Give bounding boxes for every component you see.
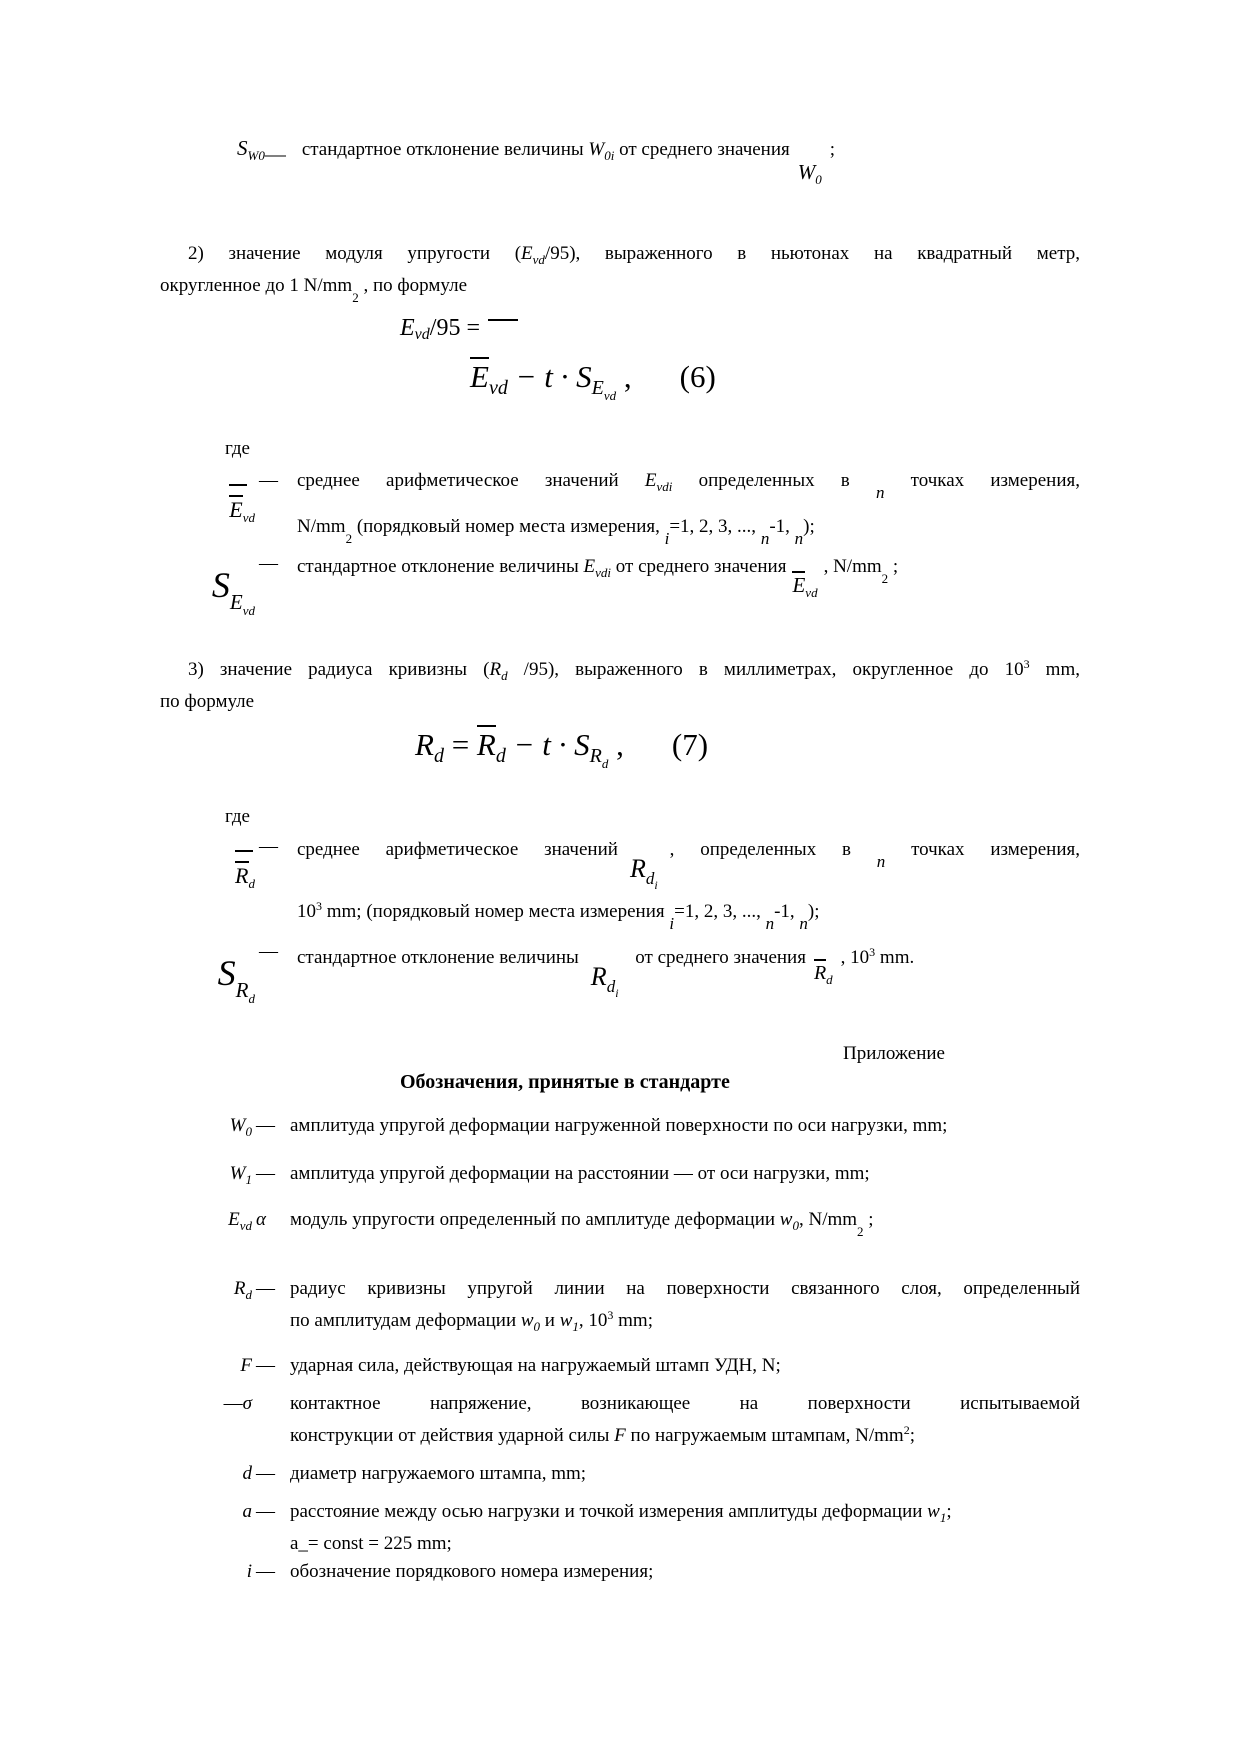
text-segment: точках измерения, — [885, 839, 1080, 860]
definition-sw0 — [160, 135, 1080, 217]
text-segment: по формуле — [160, 691, 255, 712]
where-label: где — [225, 438, 250, 459]
alpha-symbol: α — [256, 1209, 266, 1230]
w0-mean-symbol — [798, 159, 822, 193]
operator-segment: − t · S — [513, 727, 590, 762]
symbol-row-i — [160, 1559, 1080, 1585]
text-segment: по амплитудам деформации — [290, 1310, 521, 1331]
symbol-row-evd — [160, 1207, 1080, 1239]
s-subscript — [591, 377, 617, 403]
text-segment: N/mm — [297, 516, 346, 537]
superscript: 3 — [316, 899, 322, 913]
text-segment: /95), выраженного в миллиметрах, округленное до 10 — [507, 659, 1024, 680]
text-segment: от среднего значения — [611, 556, 787, 577]
line1: радиус кривизны упругой линии на поверхности связанного слоя, определенный — [290, 1278, 1080, 1299]
line2 — [290, 1302, 1080, 1340]
sw0-text — [301, 135, 836, 187]
overbar-piece — [488, 319, 518, 321]
dash: — — [256, 1561, 275, 1582]
line2: a_= const = 225 mm; — [290, 1533, 452, 1554]
s-rd-text — [297, 939, 1080, 1000]
math-symbol: S — [211, 565, 230, 605]
d-symbol: d — [242, 1463, 252, 1484]
overbar — [229, 495, 242, 522]
math-symbol: E — [470, 359, 489, 394]
lowered-variable: n — [765, 914, 775, 933]
math-symbol: W — [588, 139, 605, 160]
dash: — — [256, 1115, 275, 1136]
rdi-dropped — [630, 856, 658, 891]
text-segment: mm, — [1029, 659, 1080, 680]
text-segment: /95 = — [429, 315, 480, 341]
subscript: E — [229, 590, 243, 614]
dash: — — [256, 1278, 275, 1299]
formula-6 — [470, 353, 1080, 420]
line2 — [290, 1417, 1080, 1449]
text-segment: среднее арифметическое значений — [297, 470, 645, 491]
lowered-subscript: 2 — [857, 1224, 864, 1239]
paragraph-3-line2 — [160, 689, 1080, 715]
lowered-variable: n — [760, 529, 770, 548]
s-evd-text — [297, 551, 1080, 600]
text-segment: ); — [807, 901, 820, 922]
punctuation: ; — [888, 556, 899, 577]
math-symbol: w — [927, 1501, 940, 1522]
subscript: vd — [532, 252, 545, 267]
subscript: d — [645, 869, 655, 888]
w1-description: амплитуда упругой деформации на расстоянии — от оси нагрузки, mm; — [290, 1163, 870, 1184]
line1 — [290, 1499, 1080, 1531]
math-symbol: R — [629, 854, 646, 883]
subscript: 0i — [604, 148, 615, 163]
rd-mean-text — [297, 834, 1080, 933]
text-segment: округленное до 1 N/mm — [160, 275, 353, 296]
overbar — [470, 357, 489, 392]
subscript: W0 — [247, 148, 265, 163]
sub-subscript: i — [654, 878, 658, 892]
overbar — [792, 571, 805, 597]
math-symbol: E — [644, 470, 657, 491]
dash: — — [259, 836, 278, 857]
subscript: vdi — [656, 479, 673, 494]
overbar — [229, 484, 247, 486]
subscript: 1 — [572, 1319, 579, 1334]
subscript: d — [826, 972, 833, 987]
math-symbol: W — [229, 1163, 246, 1184]
math-symbol: S — [237, 136, 248, 160]
subscript: vd — [242, 510, 255, 525]
sigma-symbol — [224, 1391, 252, 1417]
math-symbol: w — [520, 1310, 534, 1331]
paragraph-2 — [160, 241, 1080, 305]
symbol-row-f — [160, 1353, 1080, 1379]
text-segment: ); — [803, 516, 815, 537]
math-symbol: F — [614, 1425, 626, 1446]
subscript: R — [235, 978, 249, 1002]
symbol-row-rd — [160, 1276, 1080, 1340]
text-segment: =1, 2, 3, ..., — [669, 516, 761, 537]
math-symbol: E — [792, 573, 806, 597]
equals: = — [443, 727, 477, 762]
text-segment: 3) значение радиуса кривизны ( — [188, 659, 490, 680]
subscript: d — [606, 977, 616, 996]
operator-segment: − t · S — [515, 359, 592, 394]
line1 — [297, 834, 1080, 892]
math-symbol: R — [235, 863, 249, 888]
f-description: ударная сила, действующая на нагружаемый штамп УДН, N; — [290, 1355, 781, 1376]
text-segment: стандартное отклонение величины — [297, 947, 579, 968]
i-symbol: i — [246, 1561, 252, 1582]
overbar — [235, 850, 253, 852]
subscript: 0 — [792, 1218, 799, 1233]
subscript: vd — [805, 585, 818, 600]
d-description: диаметр нагружаемого штампа, mm; — [290, 1463, 587, 1484]
text-segment: 2) значение модуля упругости ( — [188, 243, 522, 264]
punctuation: ; — [863, 1209, 874, 1230]
term-row-s-rd — [160, 939, 1080, 1005]
punctuation: ; — [909, 1425, 915, 1446]
evd-description — [290, 1207, 1080, 1239]
subscript: d — [601, 756, 609, 771]
punctuation: , — [623, 359, 632, 394]
subscript: d — [433, 745, 444, 767]
text-segment: (порядковый номер места измерения, — [352, 516, 665, 537]
math-symbol: W — [797, 160, 816, 184]
dash: — — [259, 553, 278, 574]
rd-mean-dropped — [814, 959, 833, 993]
punctuation: ; — [829, 139, 836, 160]
formula-6-lhs — [400, 312, 1080, 351]
sub-subscript: d — [248, 991, 255, 1006]
text-segment: стандартное отклонение величины — [297, 556, 584, 577]
punctuation: ; — [946, 1501, 952, 1522]
sigma-description — [290, 1391, 1080, 1449]
symbol-row-a — [160, 1499, 1080, 1557]
text-segment: по нагружаемым штампам, N/mm — [625, 1425, 904, 1446]
superscript: 3 — [607, 1308, 614, 1322]
math-symbol: E — [229, 497, 243, 522]
text-segment: определенных в — [672, 470, 876, 491]
subscript: vd — [603, 388, 617, 403]
subscript: d — [501, 668, 508, 683]
math-symbol: R — [476, 727, 496, 762]
lowered-variable: n — [799, 914, 808, 933]
text-segment: mm. — [875, 947, 915, 968]
paragraph-3 — [160, 651, 1080, 715]
line1 — [297, 468, 1080, 500]
w1-symbol — [230, 1161, 252, 1193]
math-symbol: w — [559, 1310, 573, 1331]
line2 — [297, 893, 1080, 933]
paragraph-2-line1 — [160, 241, 1080, 273]
text-segment: , N/mm — [823, 556, 882, 577]
lowered-subscript: 2 — [345, 531, 353, 546]
overbar — [477, 725, 496, 760]
paragraph-2-line2 — [160, 273, 1080, 305]
math-symbol: S — [217, 953, 236, 993]
rdi-dropped — [591, 964, 619, 999]
dash: — — [223, 1393, 243, 1414]
dash: — — [256, 1163, 275, 1184]
math-symbol: R — [415, 727, 434, 762]
where-label: где — [225, 806, 250, 827]
text-segment: стандартное отклонение величины — [301, 139, 589, 160]
subscript: d — [245, 1287, 252, 1302]
w0-symbol — [230, 1113, 252, 1145]
math-symbol: R — [233, 1278, 246, 1299]
lowered-subscript: 2 — [352, 290, 359, 305]
math-symbol: E — [228, 1209, 240, 1230]
text-segment: mm; (порядковый номер места измерения — [322, 901, 670, 922]
term-row-rd-mean — [160, 834, 1080, 933]
subscript: vdi — [595, 565, 612, 580]
symbol-row-w0 — [160, 1113, 1080, 1145]
superscript: 3 — [1023, 657, 1030, 671]
math-symbol: w — [779, 1209, 793, 1230]
text-segment: -1, — [769, 516, 795, 537]
text-segment: -1, — [774, 901, 800, 922]
sw0-symbol — [237, 135, 286, 169]
line2 — [297, 514, 1080, 548]
text-segment: расстояние между осью нагрузки и точкой измерения амплитуды деформации — [290, 1501, 928, 1522]
text-segment: 10 — [297, 901, 316, 922]
math-symbol: E — [583, 556, 596, 577]
superscript: 3 — [869, 945, 876, 959]
math-symbol: R — [813, 962, 827, 984]
math-symbol: σ — [242, 1393, 252, 1414]
appendix-label: Приложение — [843, 1043, 945, 1064]
math-symbol: E — [400, 315, 415, 341]
symbol-row-d — [160, 1461, 1080, 1487]
lowered-variable: n — [876, 852, 886, 871]
s-subscript — [589, 745, 609, 771]
text-segment: среднее арифметическое значений — [297, 839, 618, 860]
overbar — [235, 861, 248, 888]
paragraph-3-line1 — [160, 651, 1080, 689]
text-segment: модуль упругости определенный по амплитуде деформации — [290, 1209, 780, 1230]
f-symbol: F — [240, 1355, 252, 1376]
subscript: d — [248, 876, 255, 891]
math-symbol: W — [229, 1115, 246, 1136]
text-segment: =1, 2, 3, ..., — [674, 901, 766, 922]
equation-number: (6) — [679, 359, 716, 394]
subscript: 0 — [533, 1319, 541, 1334]
subscript: 0 — [815, 172, 822, 187]
a-description — [290, 1499, 1080, 1557]
text-segment: , по формуле — [358, 275, 467, 296]
subscript: d — [495, 745, 506, 767]
dash: — — [256, 1501, 275, 1522]
sub-subscript: i — [615, 986, 619, 1000]
lowered-variable: i — [669, 914, 675, 933]
math-symbol: R — [590, 962, 607, 991]
math-symbol: E — [521, 243, 533, 264]
term-row-s-evd — [160, 551, 1080, 617]
lowered-variable: n — [794, 529, 804, 548]
rd-mean-symbol — [235, 834, 255, 897]
lowered-subscript: 2 — [881, 571, 889, 586]
subscript: 1 — [245, 1172, 252, 1187]
evd-symbol — [228, 1207, 252, 1239]
superscript: 2 — [903, 1423, 910, 1437]
rd-description — [290, 1276, 1080, 1340]
math-symbol: E — [591, 377, 604, 399]
punctuation: , — [616, 727, 624, 762]
equation-number: (7) — [671, 727, 709, 762]
text-segment: , 10 — [578, 1310, 608, 1331]
dash: — — [256, 1463, 275, 1484]
subscript: 1 — [939, 1510, 947, 1525]
math-symbol: R — [489, 659, 502, 680]
overbar — [814, 959, 826, 984]
dash: — — [264, 142, 286, 166]
text-segment: точках измерения, — [884, 470, 1080, 491]
lowered-variable: n — [875, 483, 885, 502]
text-segment: , 10 — [840, 947, 870, 968]
s-rd-symbol — [218, 939, 255, 1005]
appendix-title: Обозначения, принятые в стандарте — [400, 1071, 730, 1093]
line1: контактное напряжение, возникающее на поверхности испытываемой — [290, 1393, 1080, 1414]
dash: — — [259, 470, 278, 491]
evd-mean-text — [297, 468, 1080, 548]
w0-description: амплитуда упругой деформации нагруженной поверхности по оси нагрузки, mm; — [290, 1115, 948, 1136]
rd-symbol — [234, 1276, 252, 1308]
subscript: vd — [488, 377, 508, 399]
lowered-variable: i — [664, 529, 670, 548]
text-segment: конструкции от действия ударной силы — [290, 1425, 615, 1446]
subscript: vd — [239, 1218, 252, 1233]
evd-mean-dropped — [792, 571, 817, 606]
text-segment: от среднего значения — [630, 947, 806, 968]
i-description: обозначение порядкового номера измерения; — [290, 1561, 654, 1582]
a-symbol: a — [242, 1501, 252, 1522]
symbol-row-sigma — [160, 1391, 1080, 1449]
text-segment: и — [540, 1310, 560, 1331]
term-row-evd-mean — [160, 468, 1080, 548]
text-segment: , определенных в — [669, 839, 877, 860]
text-segment: от среднего значения — [614, 139, 790, 160]
subscript: vd — [414, 326, 430, 343]
dash: — — [256, 1355, 275, 1376]
text-segment: , N/mm — [798, 1209, 858, 1230]
text-segment: mm; — [613, 1310, 653, 1331]
subscript: 0 — [245, 1124, 252, 1139]
s-evd-symbol — [212, 551, 255, 617]
text-segment: /95), выраженного в ньютонах на квадратный метр, — [544, 243, 1080, 264]
dash: — — [259, 941, 278, 962]
formula-7 — [415, 719, 1080, 790]
sub-subscript: vd — [242, 603, 255, 618]
math-symbol: R — [589, 745, 602, 767]
symbol-row-w1 — [160, 1161, 1080, 1193]
evd-mean-symbol — [229, 468, 255, 531]
